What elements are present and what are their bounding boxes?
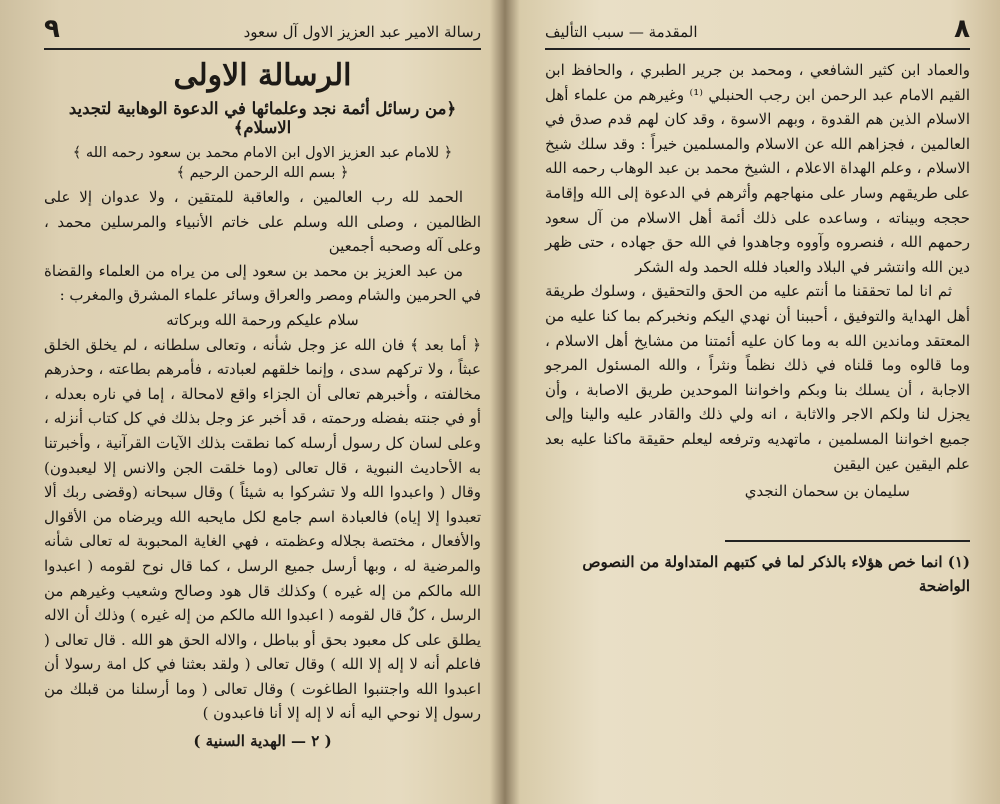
- purpose-paragraph: ثم انا لما تحققنا ما أنتم عليه من الحق والتحقيق ، وسلوك طريقة أهل الهداية والتوفيق ، أحببنا أن نهدي اليكم ونخبركم بما كنا عليه من المعتقد وماندين الله به وما كان عليه أئمتنا من مشايخ أهل الاسلام ، وما قالوه وما قلناه في ذلك نظماً ونثراً ، والله المسئول المرجو الاجابة ، أن يسلك بنا وبكم واخواننا الموحدين طريق الاصابة ، وأن يجزل لنا ولكم الاجر والاثابة ، انه ولي ذلك والقادر عليه والينا وإلى جميع اخواننا المسلمين ، ماتهديه وترفعه ليعلم حقيقة ماكنا عليه بعد علم اليقين عين اليقين: [545, 282, 970, 473]
- left-running-head: [44, 14, 481, 50]
- basmala: ﴿ بسم الله الرحمن الرحيم ﴾: [176, 165, 349, 181]
- left-page-number: ٩: [44, 14, 60, 44]
- letter-subtitle: ﴿من رسائل أئمة نجد وعلمائها في الدعوة الوهابية لتجديد الاسلام﴾: [68, 99, 457, 137]
- author-signature: سليمان بن سحمان النجدي: [744, 482, 910, 501]
- right-page: [515, 0, 1000, 804]
- opening-paragraph: الحمد لله رب العالمين ، والعاقبة للمتقين ، ولا عدوان إلا على الظالمين ، وصلى الله وسلم على خاتم الأنبياء والمرسلين محمد ، وعلى آله وصحبه أجمعين: [44, 188, 481, 256]
- address-paragraph: من عبد العزيز بن محمد بن سعود إلى من يراه من العلماء والقضاة في الحرمين والشام ومصر والعراق وسائر علماء المشرق والمغرب :: [44, 261, 481, 305]
- attribution-line: ﴿ للامام عبد العزيز الاول ابن الامام محمد بن سعود رحمه الله ﴾: [72, 145, 453, 161]
- right-head-text: المقدمة — سبب التأليف: [545, 23, 698, 41]
- left-head-text: رسالة الامير عبد العزيز الاول آل سعود: [243, 23, 481, 41]
- footnote: (١) انما خص هؤلاء بالذكر لما في كتبهم المتداولة من النصوص الواضحة: [582, 553, 970, 596]
- right-running-head: [545, 14, 970, 50]
- right-page-number: ٨: [954, 14, 970, 44]
- letter-title: الرسالة الاولى: [173, 58, 352, 93]
- body-paragraph: ﴿ أما بعد ﴾ فان الله عز وجل شأنه ، وتعالى سلطانه ، لم يخلق الخلق عبثاً ، ولا تركهم سدى ، وإنما خلقهم لعبادته ، فأمرهم بطاعته ، وحذرهم مخالفته ، وأخبرهم تعالى أن الجزاء واقع لامحالة ، إما في ناره بعدله ، أو في جنته بفضله ورحمته ، قد أخبر عز وجل بذلك في كل كتاب أنزله ، وعلى لسان كل رسول أرسله كما نطقت بذلك الآيات القرآنية ، وأخبرتنا به الأحاديث النبوية ، قال تعالى (وما خلقت الجن والانس إلا ليعبدون) وقال ( واعبدوا الله ولا تشركوا به شيئاً ) وقال سبحانه (وقضى ربك ألا تعبدوا إلا إياه) فالعبادة اسم جامع لكل مايحبه الله ويرضاه من الأقوال والأفعال ، مختصة بجلاله وعظمته ، فهي الغاية المحبوبة له تعالى شأنه والمرضية له ، وبها أرسل جميع الرسل ، كما قال نوح لقومه ( اعبدوا الله مالكم من إله غيره ) وكذلك قال هود وصالح وشعيب وغيرهم من الرسل ، كلٌ قال لقومه ( اعبدوا الله مالكم من إله غيره ) وذلك أن الاله يطلق على كل معبود بحق أو بباطل ، والاله الحق هو الله . قال تعالى ( فاعلم أنه لا إله إلا الله ) وقال تعالى ( ولقد بعثنا في كل امة رسولا أن اعبدوا الله واجتنبوا الطاغوت ) وقال تعالى ( وما أرسلنا من قبلك من رسول إلا نوحي اليه أنه لا إله إلا أنا فاعبدون ): [44, 335, 481, 723]
- signature-mark: ( ٢ — الهدية السنية ): [193, 732, 332, 751]
- greeting-line: سلام عليكم ورحمة الله وبركاته: [166, 310, 359, 329]
- intro-paragraph: والعماد ابن كثير الشافعي ، ومحمد بن جرير الطبري ، والحافظ ابن القيم الامام عبد الرحمن ابن رجب الحنبلي ⁽¹⁾ وغيرهم من علماء أهل الاسلام الذين هم القدوة ، وبهم الاسوة ، وقد كان لهم قدم صدق في العالمين ، فجزاهم الله عن الاسلام والمسلمين خيراً : وقد سلك شيخ الاسلام ، وعلم الهداة الاعلام ، الشيخ محمد بن عبد الوهاب رحمه الله على طريقهم وسار على منهاجهم وأثرهم في الدعوة إلى الله وإقامة حججه وبيناته ، وساعده على ذلك أئمة أهل الاسلام من آل سعود رحمهم الله ، فنصروه وآووه وجاهدوا في الله حق جهاده ، حتى ظهر دين الله وانتشر في البلاد والعباد فلله الحمد وله الشكر: [545, 61, 970, 276]
- footnote-divider: [725, 540, 970, 542]
